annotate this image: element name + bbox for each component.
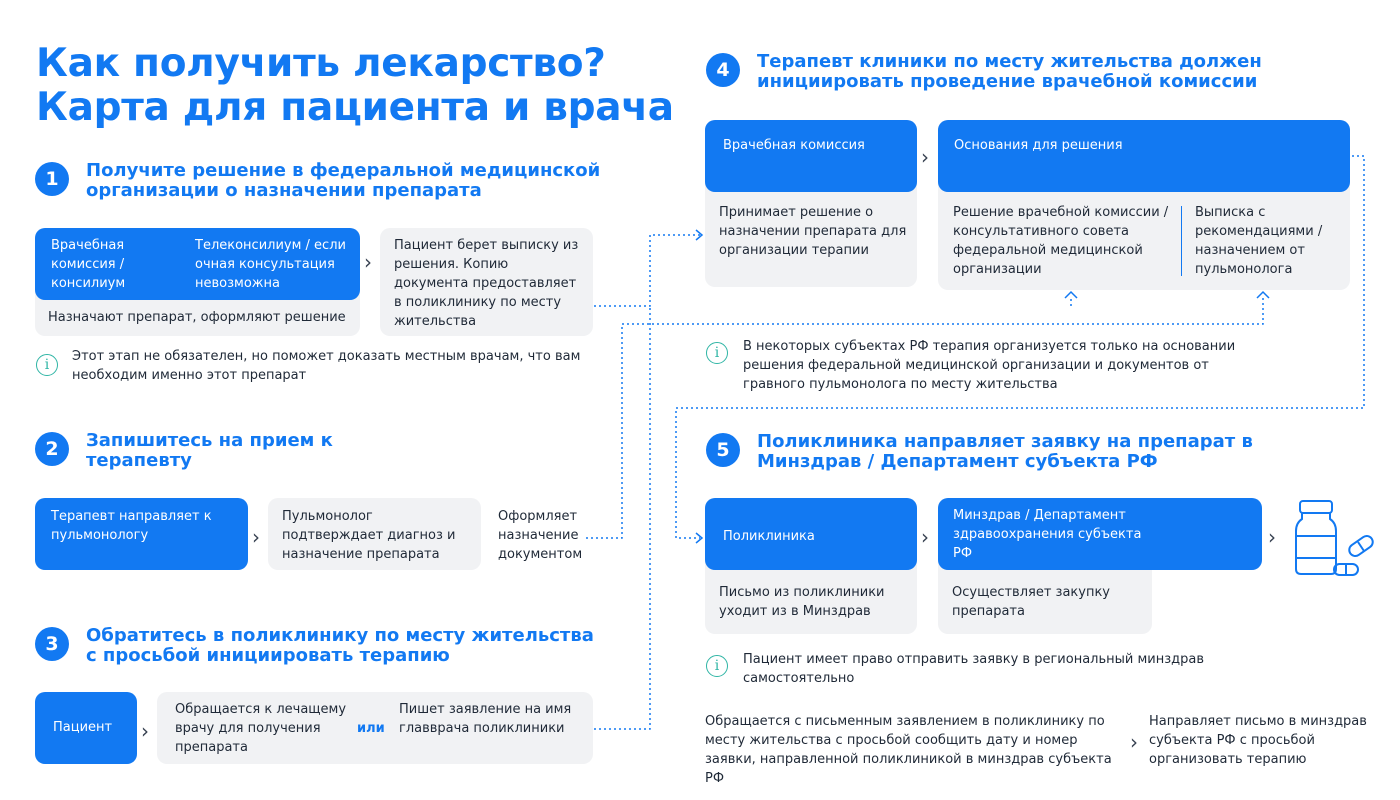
step1-box-b: Телеконсилиум / если очная консультация невозможна [195,238,346,291]
step4-body-b2: Выписка с рекомендациями / назначением от пульмонолога [1195,205,1323,277]
step3-option-1: Обращается к лечащему врачу для получения препарата [175,702,347,755]
step1-title: Получите решение в федеральной медицинской организации о назначении препарата [86,160,601,201]
info-icon: i [706,342,728,364]
step4-head-a: Врачебная комиссия [705,120,917,192]
step4-info: В некоторых субъектах РФ терапия организуется только на основании решения федеральной медицинской организации и документов от гравного пульмонолога по месту жительства [743,339,1236,392]
step2-box-a: Терапевт направляет к пульмонологу [35,498,248,570]
title-line-2: Карта для пациента и врача [36,85,674,130]
step-number-5: 5 [706,433,740,467]
step5-head-b-text: Минздрав / Департамент здравоохранения субъекта РФ [953,508,1142,561]
step5-bottom-b: Направляет письмо в минздрав субъекта РФ с просьбой организовать терапию [1149,714,1367,767]
page-title [36,42,676,130]
chevron-right-icon: › [141,719,149,743]
step5-title: Поликлиника направляет заявку на препарат в Минздрав / Департамент субъекта РФ [757,431,1253,472]
step5-head-b [938,498,1262,570]
connector-step1-step4 [594,235,700,306]
step5-bottom-a: Обращается с письменным заявлением в поликлинику по месту жительства с просьбой сообщить дату и номер заявки, направленной поликлиникой в минздрав субъекта РФ [705,714,1112,786]
step1-info: Этот этап не обязателен, но поможет доказать местным врачам, что вам необходим именно этот препарат [72,349,581,383]
chevron-right-icon: › [364,250,372,274]
step3-option-2: Пишет заявление на имя главврача поликлиники [399,702,572,736]
title-line-1: Как получить лекарство? [36,41,606,86]
step1-box-a: Врачебная комиссия / консилиум [51,238,126,291]
step1-patient-box: Пациент берет выписку из решения. Копию документа предоставляет в поликлинику по месту жительства [380,228,593,336]
step5-body-a: Письмо из поликлиники уходит из в Минздрав [719,585,885,619]
step-number-3: 3 [35,627,69,661]
step2-box-c: Оформляет назначение документом [498,509,583,562]
chevron-right-icon: › [1130,730,1138,754]
step-number-2: 2 [35,432,69,466]
divider [1181,206,1182,276]
chevron-right-icon: › [921,525,929,549]
step1-blue-box [35,228,360,300]
step1-under: Назначают препарат, оформляют решение [48,310,346,325]
arrowhead [1065,292,1077,298]
step-number-4: 4 [706,53,740,87]
step2-title: Запишитесь на прием к терапевту [86,430,333,471]
step5-head-a: Поликлиника [705,498,917,570]
step3-title: Обратитесь в поликлинику по месту жительства с просьбой инициировать терапию [86,625,594,666]
chevron-right-icon: › [921,145,929,169]
step3-patient: Пациент [35,692,137,764]
chevron-right-icon: › [252,525,260,549]
info-icon: i [36,354,58,376]
step3-or: или [357,721,385,736]
step-number-1: 1 [35,162,69,196]
step3-options [157,692,593,764]
step5-body-b: Осуществляет закупку препарата [952,585,1110,619]
info-icon: i [706,655,728,677]
step2-box-b: Пульмонолог подтверждает диагноз и назначение препарата [268,498,481,570]
arrowhead [1257,292,1269,298]
step4-head-b: Основания для решения [938,120,1350,192]
step4-body-a: Принимает решение о назначении препарата для организации терапии [719,205,907,258]
chevron-right-icon: › [1268,525,1276,549]
step4-body-b1: Решение врачебной комиссии / консультативного совета федеральной медицинской организации [953,205,1169,277]
medicine-bottle-icon [1290,496,1378,580]
step5-info: Пациент имеет право отправить заявку в региональный минздрав самостоятельно [743,652,1205,686]
step4-title: Терапевт клиники по месту жительства должен инициировать проведение врачебной комиссии [757,51,1262,92]
